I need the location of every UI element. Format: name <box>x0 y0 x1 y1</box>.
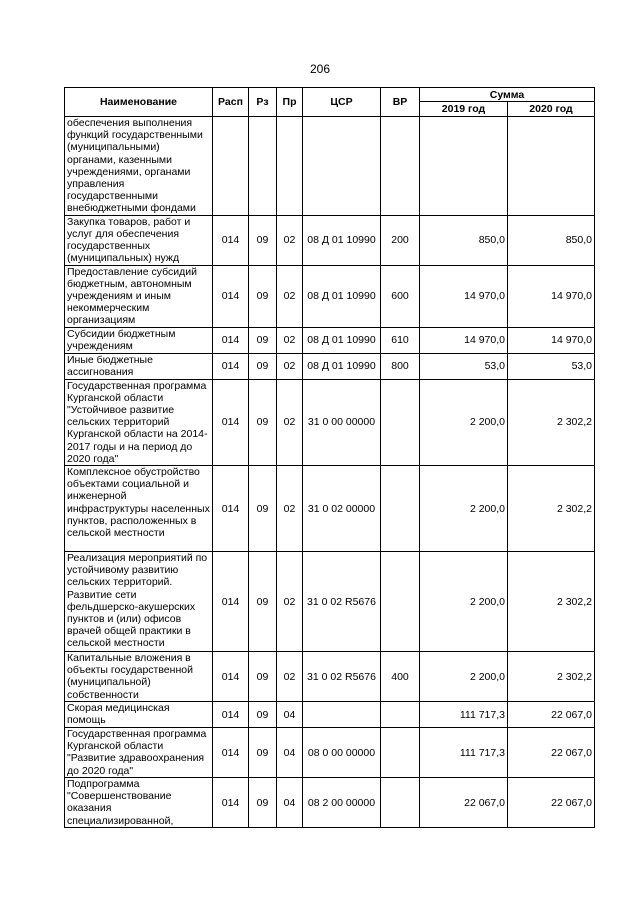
header-csr: ЦСР <box>303 88 381 117</box>
table-row <box>65 327 595 353</box>
row-rz: 09 <box>249 327 277 353</box>
row-sum-2019: 14 970,0 <box>420 327 508 353</box>
row-sum-2020: 22 067,0 <box>508 728 595 778</box>
row-name: обеспечения выполнения функций государственными (муниципальными) органами, казенными учреждениями, органами управления государственными внебюджетными фондами <box>65 117 213 216</box>
row-vr <box>381 379 420 465</box>
row-rasp: 014 <box>213 552 249 652</box>
row-rz: 09 <box>249 778 277 828</box>
row-rz: 09 <box>249 552 277 652</box>
row-sum-2019: 22 067,0 <box>420 778 508 828</box>
row-sum-2020: 14 970,0 <box>508 265 595 327</box>
table-row <box>65 466 595 552</box>
row-vr <box>381 552 420 652</box>
table-row <box>65 552 595 652</box>
row-rz: 09 <box>249 702 277 728</box>
row-sum-2020: 2 302,2 <box>508 379 595 465</box>
row-vr: 800 <box>381 353 420 379</box>
row-rz: 09 <box>249 728 277 778</box>
row-sum-2019: 2 200,0 <box>420 379 508 465</box>
row-rasp: 014 <box>213 652 249 702</box>
row-sum-2019: 2 200,0 <box>420 552 508 652</box>
row-vr <box>381 466 420 552</box>
row-name: Субсидии бюджетным учреждениям <box>65 327 213 353</box>
row-rz <box>249 117 277 216</box>
header-pr: Пр <box>277 88 303 117</box>
row-pr: 04 <box>277 702 303 728</box>
row-sum-2020: 2 302,2 <box>508 652 595 702</box>
row-csr: 08 0 00 00000 <box>303 728 381 778</box>
row-pr: 02 <box>277 215 303 265</box>
row-name: Предоставление субсидий бюджетным, автономным учреждениям и иным некоммерческим организациям <box>65 265 213 327</box>
row-name: Комплексное обустройство объектами социальной и инженерной инфраструктуры населенных пунктов, расположенных в сельской местности <box>65 466 213 552</box>
row-vr: 400 <box>381 652 420 702</box>
row-csr <box>303 117 381 216</box>
header-vr: ВР <box>381 88 420 117</box>
row-sum-2019: 850,0 <box>420 215 508 265</box>
row-sum-2020: 53,0 <box>508 353 595 379</box>
row-rasp: 014 <box>213 327 249 353</box>
page-number: 206 <box>309 62 331 76</box>
row-rasp: 014 <box>213 353 249 379</box>
table-row <box>65 117 595 216</box>
row-sum-2019 <box>420 117 508 216</box>
row-name: Иные бюджетные ассигнования <box>65 353 213 379</box>
row-rasp: 014 <box>213 379 249 465</box>
table-row <box>65 265 595 327</box>
row-vr <box>381 728 420 778</box>
row-rasp: 014 <box>213 702 249 728</box>
row-pr: 02 <box>277 327 303 353</box>
row-pr: 02 <box>277 265 303 327</box>
row-vr: 600 <box>381 265 420 327</box>
row-csr: 08 Д 01 10990 <box>303 265 381 327</box>
header-sum: Сумма <box>420 88 595 102</box>
row-sum-2020: 850,0 <box>508 215 595 265</box>
row-csr: 31 0 02 00000 <box>303 466 381 552</box>
row-sum-2020: 2 302,2 <box>508 552 595 652</box>
row-sum-2019: 111 717,3 <box>420 728 508 778</box>
row-sum-2020: 2 302,2 <box>508 466 595 552</box>
row-rz: 09 <box>249 379 277 465</box>
row-rasp: 014 <box>213 728 249 778</box>
row-csr: 08 Д 01 10990 <box>303 327 381 353</box>
header-rasp: Расп <box>213 88 249 117</box>
row-vr: 610 <box>381 327 420 353</box>
row-csr: 31 0 02 R5676 <box>303 552 381 652</box>
row-sum-2019: 2 200,0 <box>420 652 508 702</box>
row-csr: 31 0 00 00000 <box>303 379 381 465</box>
row-rasp: 014 <box>213 265 249 327</box>
row-sum-2020: 22 067,0 <box>508 778 595 828</box>
row-sum-2019: 2 200,0 <box>420 466 508 552</box>
table-row <box>65 728 595 778</box>
table-row <box>65 778 595 828</box>
row-sum-2020 <box>508 117 595 216</box>
row-rasp <box>213 117 249 216</box>
row-pr: 02 <box>277 353 303 379</box>
row-vr <box>381 117 420 216</box>
row-rz: 09 <box>249 215 277 265</box>
row-pr: 02 <box>277 466 303 552</box>
row-csr: 08 Д 01 10990 <box>303 215 381 265</box>
table-row <box>65 702 595 728</box>
header-name: Наименование <box>65 88 213 117</box>
table-row <box>65 215 595 265</box>
row-rasp: 014 <box>213 466 249 552</box>
row-name: Реализация мероприятий по устойчивому развитию сельских территорий. Развитие сети фельдшерско-акушерских пунктов и (или) офисов врачей общей практики в сельской местности <box>65 552 213 652</box>
row-sum-2020: 22 067,0 <box>508 702 595 728</box>
row-csr: 31 0 02 R5676 <box>303 652 381 702</box>
row-rz: 09 <box>249 353 277 379</box>
row-sum-2019: 53,0 <box>420 353 508 379</box>
row-name: Государственная программа Курганской области "Устойчивое развитие сельских территорий Курганской области на 2014-2017 годы и на период до 2020 года" <box>65 379 213 465</box>
row-csr: 08 2 00 00000 <box>303 778 381 828</box>
header-2019: 2019 год <box>420 102 508 117</box>
row-name: Государственная программа Курганской области "Развитие здравоохранения до 2020 года" <box>65 728 213 778</box>
row-vr <box>381 778 420 828</box>
row-pr: 02 <box>277 379 303 465</box>
table-row <box>65 379 595 465</box>
row-sum-2019: 111 717,3 <box>420 702 508 728</box>
row-rasp: 014 <box>213 215 249 265</box>
row-vr <box>381 702 420 728</box>
table-row <box>65 652 595 702</box>
budget-table <box>64 87 595 828</box>
row-pr: 02 <box>277 552 303 652</box>
row-sum-2019: 14 970,0 <box>420 265 508 327</box>
row-name: Закупка товаров, работ и услуг для обеспечения государственных (муниципальных) нужд <box>65 215 213 265</box>
row-pr: 02 <box>277 652 303 702</box>
row-sum-2020: 14 970,0 <box>508 327 595 353</box>
row-name: Скорая медицинская помощь <box>65 702 213 728</box>
row-rz: 09 <box>249 652 277 702</box>
header-2020: 2020 год <box>508 102 595 117</box>
row-pr: 04 <box>277 778 303 828</box>
row-csr: 08 Д 01 10990 <box>303 353 381 379</box>
row-name: Капитальные вложения в объекты государственной (муниципальной) собственности <box>65 652 213 702</box>
table-row <box>65 353 595 379</box>
row-pr <box>277 117 303 216</box>
row-csr <box>303 702 381 728</box>
row-name: Подпрограмма "Совершенствование оказания специализированной, <box>65 778 213 828</box>
row-rasp: 014 <box>213 778 249 828</box>
row-rz: 09 <box>249 466 277 552</box>
row-vr: 200 <box>381 215 420 265</box>
row-rz: 09 <box>249 265 277 327</box>
table-header <box>65 88 595 117</box>
header-rz: Рз <box>249 88 277 117</box>
row-pr: 04 <box>277 728 303 778</box>
